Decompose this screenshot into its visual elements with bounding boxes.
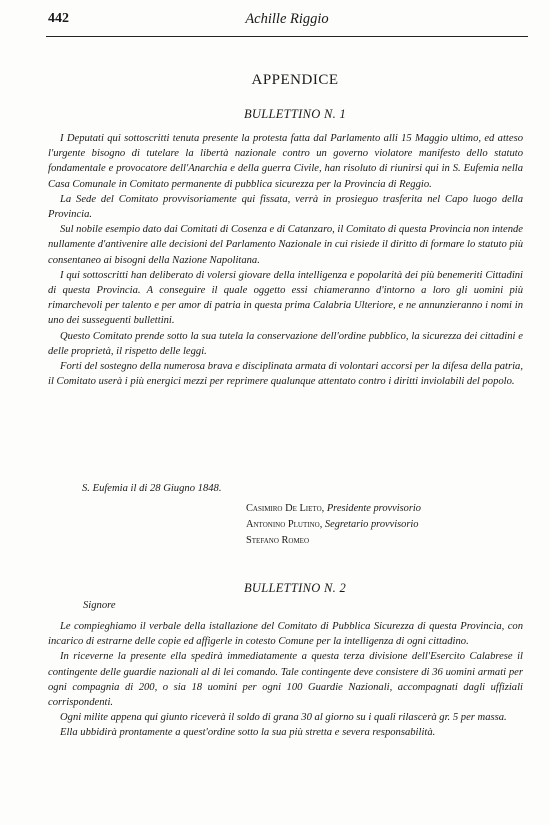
paragraph: I qui sottoscritti han deliberato di volersi giovare della intelligenza e popolarità dei più benemeriti Cittadini di questa Provincia. A conseguire il quale oggetto essi chiameranno d'intorno a loro gli uomini più rimarchevoli per talento e per amor di patria in questa prima Calabria Ulteriore, e ne annunzieranno i nomi in uno dei susseguenti bullettini. [48, 269, 523, 327]
running-title: Achille Riggio [245, 11, 329, 27]
paragraph: La Sede del Comitato provvisoriamente qui fissata, verrà in prosieguo trasferita nel Capo luogo della Provincia. [48, 193, 523, 221]
salutation: Signore [83, 600, 116, 611]
paragraph: Questo Comitato prende sotto la sua tutela la conservazione dell'ordine pubblico, la sicurezza dei cittadini e delle proprietà, il rispetto delle leggi. [48, 330, 523, 357]
page-number: 442 [48, 11, 69, 26]
bulletin-1-body [48, 131, 523, 389]
paragraph: In riceverne la presente ella spedirà immediatamente a questa terza divisione dell'Esercito Calabrese il contingente delle guardie nazionali al di lei comando. Tale contingente deve consistere di 36 uomini armati per ogni compagnia di 200, o sia 18 uomini per ogni 100 Guardie Nazionali, accompagnati dagli uffiziali corrispondenti. [48, 651, 523, 709]
signatory-name: Casimiro De Lieto [246, 503, 322, 514]
running-head [48, 11, 526, 31]
paragraph: Forti del sostegno della numerosa brava e disciplinata armata di volontari accorsi per la difesa della patria, il Comitato userà i più energici mezzi per reprimere qualunque attentato contro i diritti inviolabili del popolo. [48, 361, 523, 388]
paragraph: Sul nobile esempio dato dai Comitati di Cosenza e di Catanzaro, il Comitato di questa Provincia non intende nullamente d'antivenire alle decisioni del Parlamento Nazionale in cui risiede il diritto di formare lo statuto più consentaneo ai bisogni della Nazione Napolitana. [48, 224, 523, 266]
signatory-role: Presidente provvisorio [326, 503, 421, 514]
bulletin-2-heading: BULLETTINO N. 2 [243, 581, 347, 595]
signature-line: Casimiro De Lieto, Presidente provvisorio [246, 503, 421, 514]
signature-line [246, 533, 421, 549]
paragraph: Ogni milite appena qui giunto riceverà il soldo di grana 30 al giorno su i quali rilascerà gr. 5 per massa. [60, 712, 507, 724]
bulletin-2-body [48, 619, 523, 741]
signature-line: Antonino Plutino, Segretario provvisorio [246, 519, 419, 530]
bulletin-1-heading: BULLETTINO N. 1 [243, 107, 347, 121]
paragraph: Ella ubbidirà prontamente a quest'ordine sotto la sua più stretta e severa responsabilità. [60, 727, 436, 739]
signatory-name: Stefano Romeo [246, 535, 310, 546]
signatures [246, 501, 421, 549]
paragraph: I Deputati qui sottoscritti tenuta presente la protesta fatta dal Parlamento alli 15 Maggio ultimo, ed atteso l'urgente bisogno di tutelare la libertà nazionale contro un governo violatore manifesto dello statuto fondamentale e provocatore dell'Anarchia e della guerra Civile, han risoluto di riunirsi qui in S. Eufemia nella Casa Comunale in Comitato permanente di pubblica sicurezza per la Provincia di Reggio. [48, 133, 523, 190]
signatory-name: Antonino Plutino [246, 519, 320, 530]
paragraph: Le compieghiamo il verbale della istallazione del Comitato di Pubblica Sicurezza di questa Provincia, con incarico di estrarne delle copie ed affigerle in cotesto Comune per la intelligenza di ogni cittadino. [48, 621, 523, 648]
signatory-role: Segretario provvisorio [324, 519, 419, 530]
dateline: S. Eufemia il di 28 Giugno 1848. [82, 483, 222, 494]
appendix-title: APPENDICE [251, 72, 339, 88]
header-rule [46, 36, 528, 37]
